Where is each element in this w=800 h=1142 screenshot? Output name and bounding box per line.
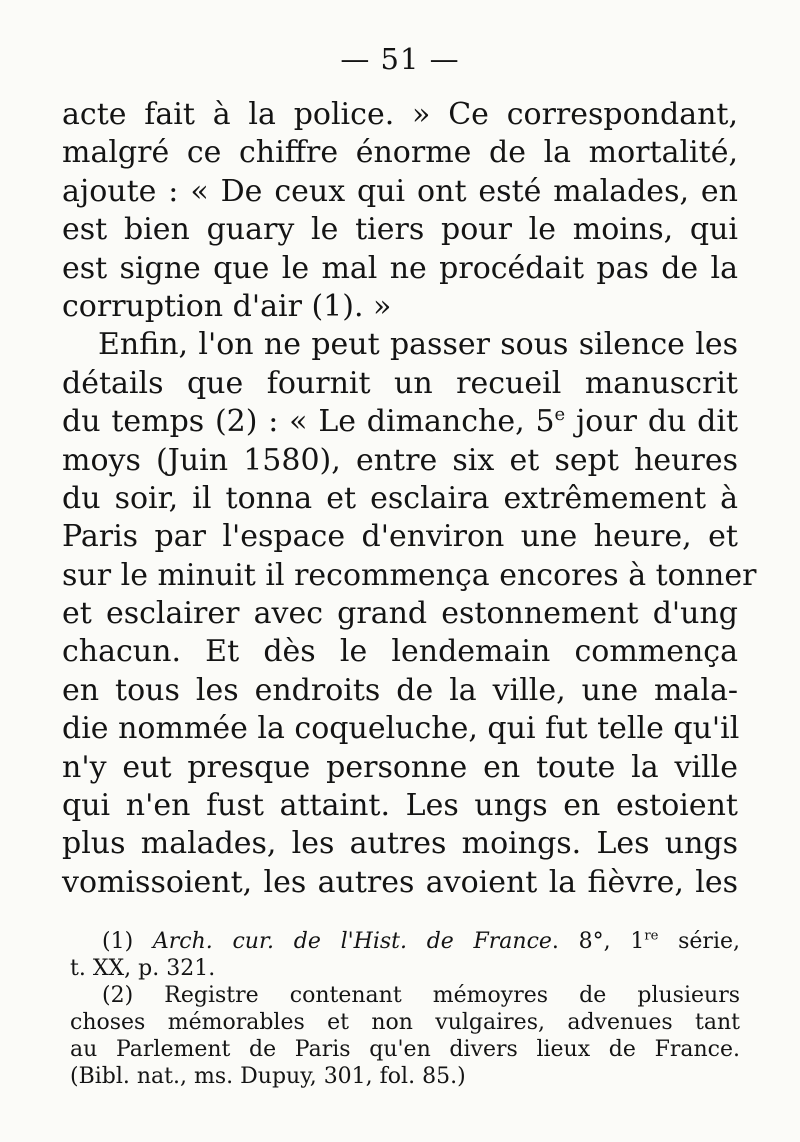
footnotes bbox=[70, 928, 740, 1090]
text-line: die nommée la coqueluche, qui fut telle qu'il bbox=[62, 711, 740, 747]
text-line: est bien guary le tiers pour le moins, qui bbox=[62, 212, 738, 248]
footnote-2-line: au Parlement de Paris qu'en divers lieux de France. bbox=[70, 1037, 740, 1062]
footnote-1-line: t. XX, p. 321. bbox=[70, 956, 216, 981]
text-line: plus malades, les autres moings. Les ungs bbox=[62, 826, 738, 862]
text-line: Paris par l'espace d'environ une heure, et bbox=[62, 519, 738, 555]
text-line: du soir, il tonna et esclaira extrêmement à bbox=[62, 480, 738, 516]
text-line: et esclairer avec grand estonnement d'ung bbox=[62, 596, 738, 632]
text-line: malgré ce chiffre énorme de la mortalité, bbox=[62, 135, 738, 171]
footnote-1-line bbox=[70, 928, 740, 955]
footnote-italic-title: Arch. cur. de l'Hist. de France bbox=[152, 929, 552, 954]
text-line: ajoute : « De ceux qui ont esté malades, en bbox=[62, 173, 738, 209]
text-line: chacun. Et dès le lendemain commença bbox=[62, 634, 738, 670]
text-line: moys (Juin 1580), entre six et sept heures bbox=[62, 442, 738, 478]
text-line: est signe que le mal ne procédait pas de la bbox=[62, 250, 738, 286]
text-line: en tous les endroits de la ville, une mala- bbox=[62, 672, 738, 708]
text-span: série, bbox=[658, 929, 741, 954]
text-span: du temps (2) : « Le dimanche, 5 bbox=[62, 404, 555, 440]
text-span: jour du dit bbox=[565, 404, 738, 440]
footnote-2-line: (Bibl. nat., ms. Dupuy, 301, fol. 85.) bbox=[70, 1064, 466, 1089]
footnote-marker: (1) bbox=[102, 929, 153, 954]
paragraph-start-line: Enfin, l'on ne peut passer sous silence les bbox=[98, 327, 738, 363]
text-line: sur le minuit il recommença encores à tonner bbox=[62, 557, 757, 593]
text-line: n'y eut presque personne en toute la ville bbox=[62, 749, 738, 785]
text-span: . 8°, 1 bbox=[551, 929, 645, 954]
superscript: e bbox=[554, 404, 566, 426]
text-line: acte fait à la police. » Ce correspondant, bbox=[62, 97, 738, 132]
text-line: détails que fournit un recueil manuscrit bbox=[62, 365, 738, 401]
page-number: — 51 — bbox=[340, 42, 460, 76]
text-line-with-superscript bbox=[62, 403, 738, 441]
text-line: qui n'en fust attaint. Les ungs en estoient bbox=[62, 788, 738, 824]
footnote-2-line: choses mémorables et non vulgaires, advenues tant bbox=[70, 1010, 740, 1035]
superscript: re bbox=[644, 928, 659, 944]
text-line: vomissoient, les autres avoient la fièvre, les bbox=[62, 864, 738, 900]
text-line: corruption d'air (1). » bbox=[62, 288, 392, 324]
body-text bbox=[62, 96, 757, 902]
footnote-2-line: (2) Registre contenant mémoyres de plusieurs bbox=[102, 983, 740, 1008]
